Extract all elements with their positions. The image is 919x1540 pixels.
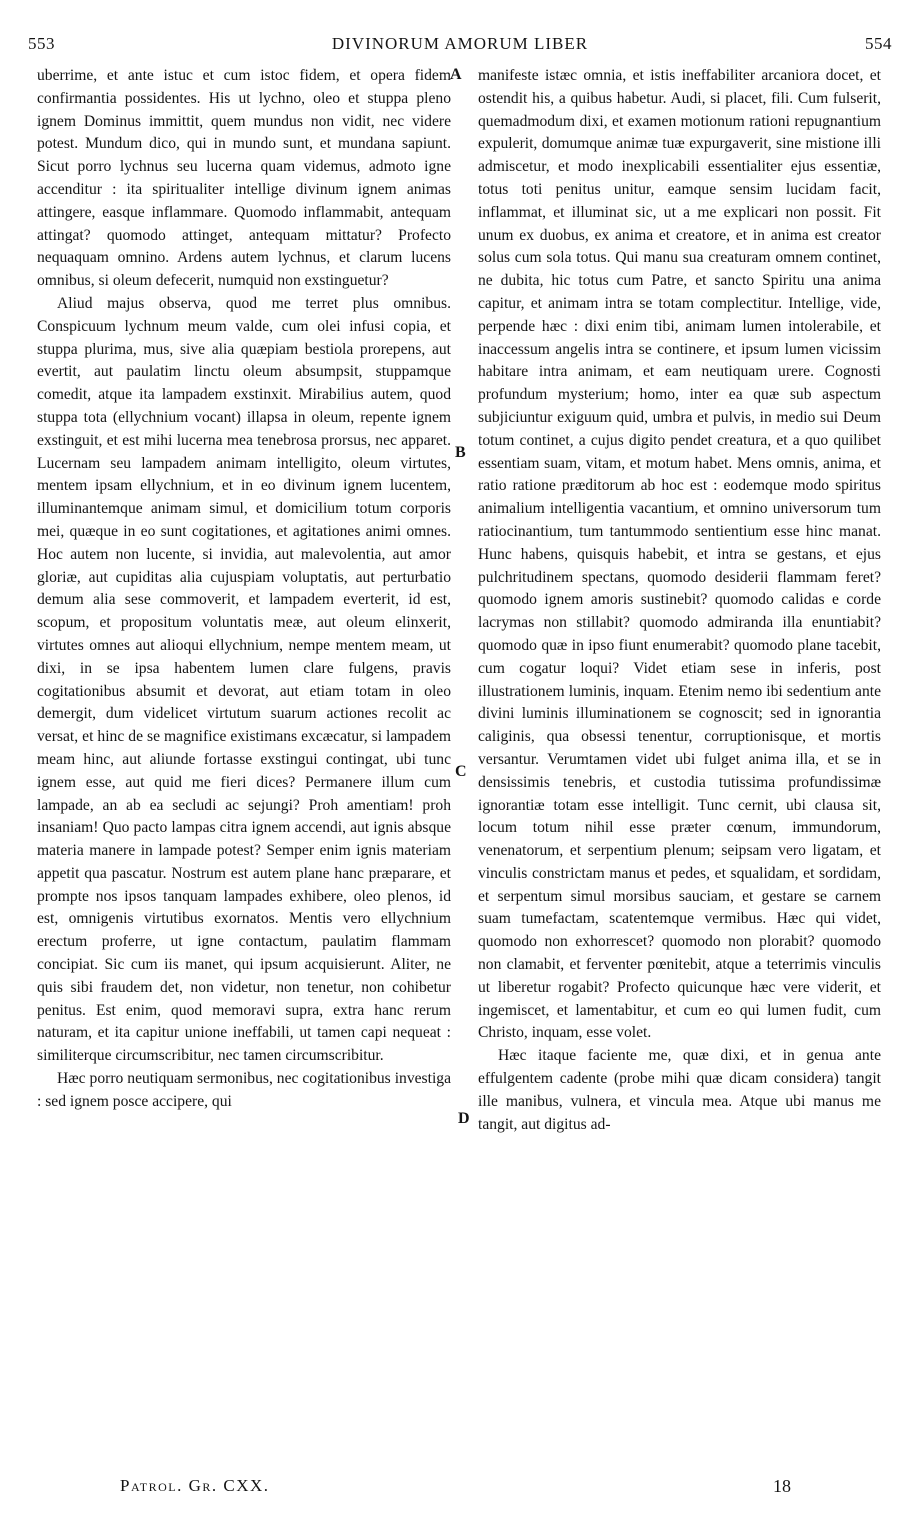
page-number-left: 553 (28, 34, 55, 53)
running-title: DIVINORUM AMORUM LIBER (331, 34, 589, 53)
page-number-right: 554 (865, 34, 892, 53)
paragraph-left-1: uberrime, et ante istuc et cum istoc fidem, et opera fidem confirmantia possidentes. His ut lychno, oleo et stuppa pleno ignem Dominus immittit, quem mundus non vidit, nec videre potest. Mundum dico, qui in mundo sunt, et mundana sapiunt. Sicut porro lychnus seu lucerna quam videmus, admoto igne accenditur : ita spiritualiter intellige divinum ignem animas attingere, easque inflammare. Quomodo inflammabit, antequam attingat? quomodo attinget, antequam mittatur? Profecto nequaquam omnino. Ardens autem lychnus, et clarum lucens omnibus, si oleum defecerit, numquid non exstinguetur? (37, 67, 451, 290)
margin-letter-a: A (450, 66, 462, 83)
paragraph-left-3: Hæc porro neutiquam sermonibus, nec cogitationibus investiga : sed ignem posce accipere, qui (37, 1070, 451, 1110)
margin-letter-c: C (455, 763, 467, 780)
paragraph-right-1: manifeste istæc omnia, et istis ineffabiliter arcaniora docet, et ostendit his, a quibus habetur. Audi, si placet, fili. Cum fulserit, quemadmodum dixi, et examen motionum rationi repugnantium expulerit, domumque animæ tuæ expurgaverit, sine mistione illi admiscetur, et modo inexplicabili essentialiter ejus essentiæ, totus toti penitus unitur, eamque sensim lucidam facit, inflammat, et illuminat sic, ut a me explicari non possit. Fit unum ex duobus, ex anima et creatore, et in anima est creator solus cum sola totus. Qui manu sua creaturam omnem continet, ne dubita, hic totus cum Patre, et sancto Spiritu una anima capitur, et animam intra se totam complectitur. Intellige, vide, perpende hæc : dixi enim tibi, animam lumen intolerabile, et inaccessum angelis intra se continere, et ipsum lumen vicissim habitare intra animam, et eam neutiquam urere. Cognosti profundum mysterium; homo, inter ea quæ sub aspectum subjiciuntur exiguum quid, umbra et pulvis, in medio sui Deum totum continet, a cujus digito pendet creatura, et a quo quilibet essentiam suam, vitam, et motum habet. Mens omnis, anima, et ratio ratione præditorum ab hoc est : eodemque modo spiritus animalium intelligentia vacantium, et omnino universorum tum ratiocinantium, tum tantummodo sentientium esse hinc manat. Hunc habens, quisquis habebit, et intra se gestans, et ejus pulchritudinem spectans, quomodo desiderii flammam feret? quomodo ignem amoris sustinebit? quomodo calidas e corde lacrymas non stillabit? quomodo admiranda illa enuntiabit? quomodo quæ in ipso fiunt enumerabit? quomodo plane tacebit, cum cogatur loqui? Videt etiam sese in inferis, post illustrationem luminis, inquam. Etenim nemo ibi sedentium ante divini luminis illuminationem se cognoscit; sed in ignorantia caliginis, qua obsessi tenentur, corruptionisque, et mortis versantur. Verumtamen videt ubi fulget anima illa, et se in densissimis tenebris, et custodia tutissima profundissimæ ignorantiæ totam esse intelligit. Tunc cernit, ubi clausa sit, locum totum nihil esse præter cœnum, immundorum, venenatorum, et serpentium plenum; seipsam vero ligatam, et vinculis constrictam manus et pedes, et squalidam, et sordidam, et serpentum simul morsibus sauciam, et gestare se carnem suam tumefactam, scatentemque vermibus. Hæc qui videt, quomodo non exhorrescet? quomodo non plorabit? quomodo non clamabit, et ferventer pœnitebit, atque a teterrimis vinculis ut liberetur rogabit? Profecto quicunque hæc vere viderit, et ingemiscet, et lamentabitur, et cum eo qui lumen fudit, cum Christo, inquam, esse volet. (478, 67, 881, 1042)
footer-signature: Patrol. Gr. CXX. (120, 1476, 270, 1495)
paragraph-right-2: Hæc itaque faciente me, quæ dixi, et in genua ante effulgentem cadente (probe mihi quæ dicam considera) tangit ille manibus, vulnera, et vincula mea. Atque ubi manus me tangit, aut digitus ad- (478, 1047, 881, 1133)
margin-letter-d: D (458, 1110, 470, 1127)
paragraph-left-2: Aliud majus observa, quod me terret plus omnibus. Conspicuum lychnum meum valde, cum olei infusi copia, et stuppa plurima, mus, sive alia quæpiam bestiola prorepens, aut evertit, aut paulatim linctu oleum absumpsit, stuppamque comedit, atque ita lampadem exstinxit. Mirabilius autem, quod stuppa tota (ellychnium vocant) illapsa in oleum, repente ignem exstinguit, et est mihi lucerna mea tenebrosa prorsus, nec apparet. Lucernam seu lampadem animam intelligito, oleum virtutes, mentem ipsam ellychnium, et in eo divinum ignem lucentem, illuminantemque animam simul, et domicilium totum corporis mei, quæque in eo sunt cogitationes, et agitationes animi omnes. Hoc autem non lucente, si invidia, aut malevolentia, aut amor gloriæ, aut cupiditas alia cujuspiam voluptatis, aut perturbatio demum alia sese commoverit, et lampadem everterit, id est, scopum, et propositum voluntatis meæ, aut oleum elinxerit, virtutes omnes aut alioqui ellychnium, nempe mentem meam, ut dixi, in se ipsa habentem lumen clare fulgens, pravis cogitationibus absumit et devorat, aut etiam totam in oleo demergit, dum videlicet virtutum suarum actiones recolit ac versat, et hinc de se magnifice existimans excæcatur, si lampadem meam hinc, aut aliunde fortasse exstingui contingat, ubi tunc ignem esse, aut quid me fieri dices? Permanere illum cum lampade, an ab ea secludi ac sejungi? Proh amentiam! proh insaniam! Quo pacto lampas citra ignem accendi, aut ignis absque materia manere in lampade potest? Semper enim ignis materiam appetit qua pascatur. Nostrum est autem plane hanc præparare, et prompte nos ipsos tanquam lampades exhibere, oleo plenos, id est, omnigenis virtutibus exornatos. Mentis vero ellychnium erectum proferre, ut igne contactum, paulatim flammam concipiat. Sic cum iis manet, qui ipsum acquisierunt. Aliter, ne quis sibi fraudem det, non videtur, non tenetur, non cohibetur penitus. Est enim, quod memoravi supra, extra hanc rerum naturam, et ita capitur unione ineffabili, ut tamen capi nequeat : similiterque circumscribitur, nec tamen circumscribitur. (37, 294, 451, 1065)
right-column (478, 65, 881, 1136)
left-column (37, 65, 451, 1114)
footer-sheet-number: 18 (773, 1476, 791, 1496)
margin-letter-b: B (455, 444, 466, 461)
page-header (28, 34, 892, 60)
